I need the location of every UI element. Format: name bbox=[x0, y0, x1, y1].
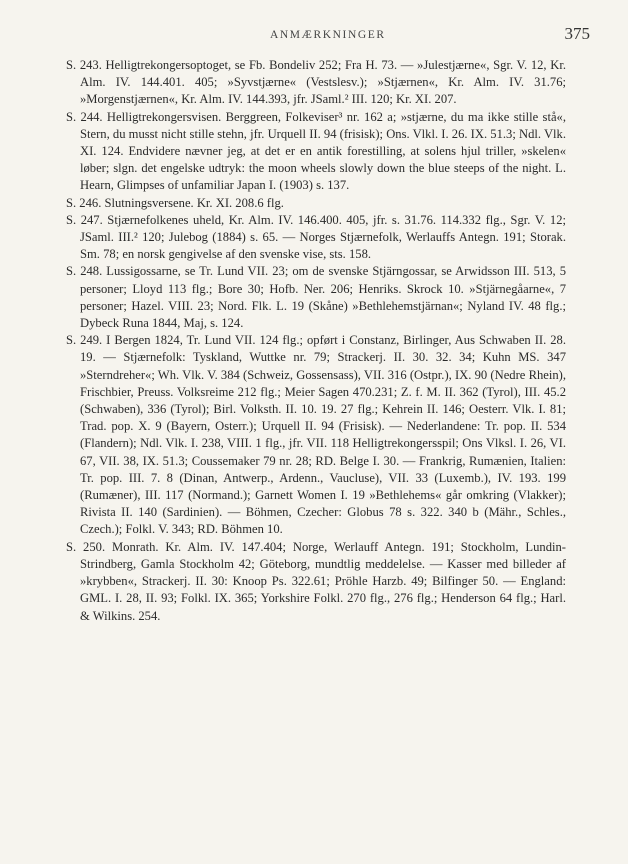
note-entry-246 bbox=[66, 195, 566, 212]
note-text: S. 248. Lussigossarne, se Tr. Lund VII. 23; om de svenske Stjärngossar, se Arwidsson III. 513, 5 personer; Lloyd 113 flg.; Bore 30; Hofb. Ner. 206; Henriks. Skrock 10. »Stjärnegåarne«, 7 personer; Hazel. VIII. 23; Nord. Flk. L. 19 (Skåne) »Bethlehemstjärnan«; Nyland IV. 48 flg.; Dybeck Runa 1844, Maj, s. 124. bbox=[66, 264, 566, 331]
running-head: ANMÆRKNINGER bbox=[270, 29, 386, 41]
note-text: S. 247. Stjærnefolkenes uheld, Kr. Alm. IV. 146.400. 405, jfr. s. 31.76. 114.332 flg., Sgr. V. 12; JSaml. III.² 120; Julebog (1884) s. 65. — Norges Stjærnefolk, Werlauffs Antegn. 191; Storak. Sm. 78; en norsk gengivelse af den svenske vise, sts. 158. bbox=[66, 212, 566, 262]
note-entry-250 bbox=[66, 539, 566, 625]
note-entry-248 bbox=[66, 263, 566, 332]
notes-body bbox=[66, 57, 566, 625]
note-entry-244 bbox=[66, 109, 566, 195]
page-number: 375 bbox=[564, 24, 590, 43]
note-text: S. 250. Monrath. Kr. Alm. IV. 147.404; Norge, Werlauff Antegn. 191; Stockholm, Lundin-Strindberg, Gamla Stockholm 42; Göteborg, mundtlig meddelelse. — Kasser med billeder af »krybben«, Strackerj. II. 30: Knoop Ps. 322.61; Pröhle Harzb. 49; Bilfinger 50. — England: GML. I. 28, II. 93; Folkl. IX. 365; Yorkshire Folkl. 270 flg., 276 flg.; Henderson 64 flg.; Harl. & Wilkins. 254. bbox=[66, 539, 566, 623]
note-entry-243 bbox=[66, 57, 566, 109]
note-text: S. 246. Slutningsversene. Kr. XI. 208.6 flg. bbox=[66, 195, 284, 210]
note-text: S. 249. I Bergen 1824, Tr. Lund VII. 124 flg.; opført i Constanz, Birlinger, Aus Schwaben II. 28. 19. — Stjærnefolk: Tyskland, Wuttke nr. 79; Strackerj. II. 30. 32. 34; Kuhn MS. 347 »Sterndreher«; Wh. Vlk. V. 384 (Schweiz, Gossensass), VII. 316 (Ostpr.), IX. 90 (Nedre Rhein), Frischbier, Preuss. Volksreime 212 flg.; Meier Sagen 470.231; Z. f. M. II. 362 (Tyrol), III. 45.2 (Schwaben), 336 (Tyrol); Birl. Volksth. II. 10. 19. 27 flg.; Kehrein II. 146; Oesterr. Vlk. I. 81; Trad. pop. X. 9 (Bayern, Osterr.); Urquell II. 94 (Frisisk). — Nederlandene: Tr. pop. II. 534 (Flandern); Ndl. Vlk. I. 238, VIII. 1 flg., jfr. VII. 118 Helligtrekongersspil; Ons Vlksl. I. 26, VI. 67, VII. 38, IX. 51.3; Coussemaker 79 nr. 28; RD. Belge I. 30. — Frankrig, Rumænien, Italien: Tr. pop. III. 7. 8 (Dinan, Antwerp., Ardenn., Vaucluse), VII. 33 (Luxemb.), IV. 193. 199 (Rumæner), III. 117 (Normand.); Garnett Women I. 19 »Bethlehems« går omkring (Vlakker); Rivista II. 140 (Sardinien). — Böhmen, Czecher: Globus 78 s. 322. 340 b (Mähr., Schles., Czech.); Folkl. V. 343; RD. Böhmen 10. bbox=[66, 333, 566, 537]
note-text: S. 244. Helligtrekongersvisen. Berggreen, Folkeviser³ nr. 162 a; »stjærne, du ma ikke stille stå«, Stern, du musst nicht stille stehn, jfr. Urquell II. 94 (frisisk); Ons. Vlkl. I. 26. IX. 51.3; Ndl. Vlk. XI. 124. Endvidere nævner jeg, at det er en antik forestilling, at solens hjul triller, »skelen« løber; slgn. det engelske udtryk: the moon wheels slowly down the blue steeps of the night. L. Hearn, Glimpses of unfamiliar Japan I. (1903) s. 137. bbox=[66, 109, 566, 193]
note-entry-249 bbox=[66, 332, 566, 538]
note-text: S. 243. Helligtrekongersoptoget, se Fb. Bondeliv 252; Fra H. 73. — »Julestjærne«, Sgr. V. 12, Kr. Alm. IV. 144.401. 405; »Syvstjærne« (Vestslesv.); »Stjærnen«, Kr. Alm. IV. 31.76; »Morgenstjærnen«, Kr. Alm. IV. 144.393, jfr. JSaml.² III. 120; Kr. XI. 207. bbox=[66, 58, 566, 107]
note-entry-247 bbox=[66, 212, 566, 264]
